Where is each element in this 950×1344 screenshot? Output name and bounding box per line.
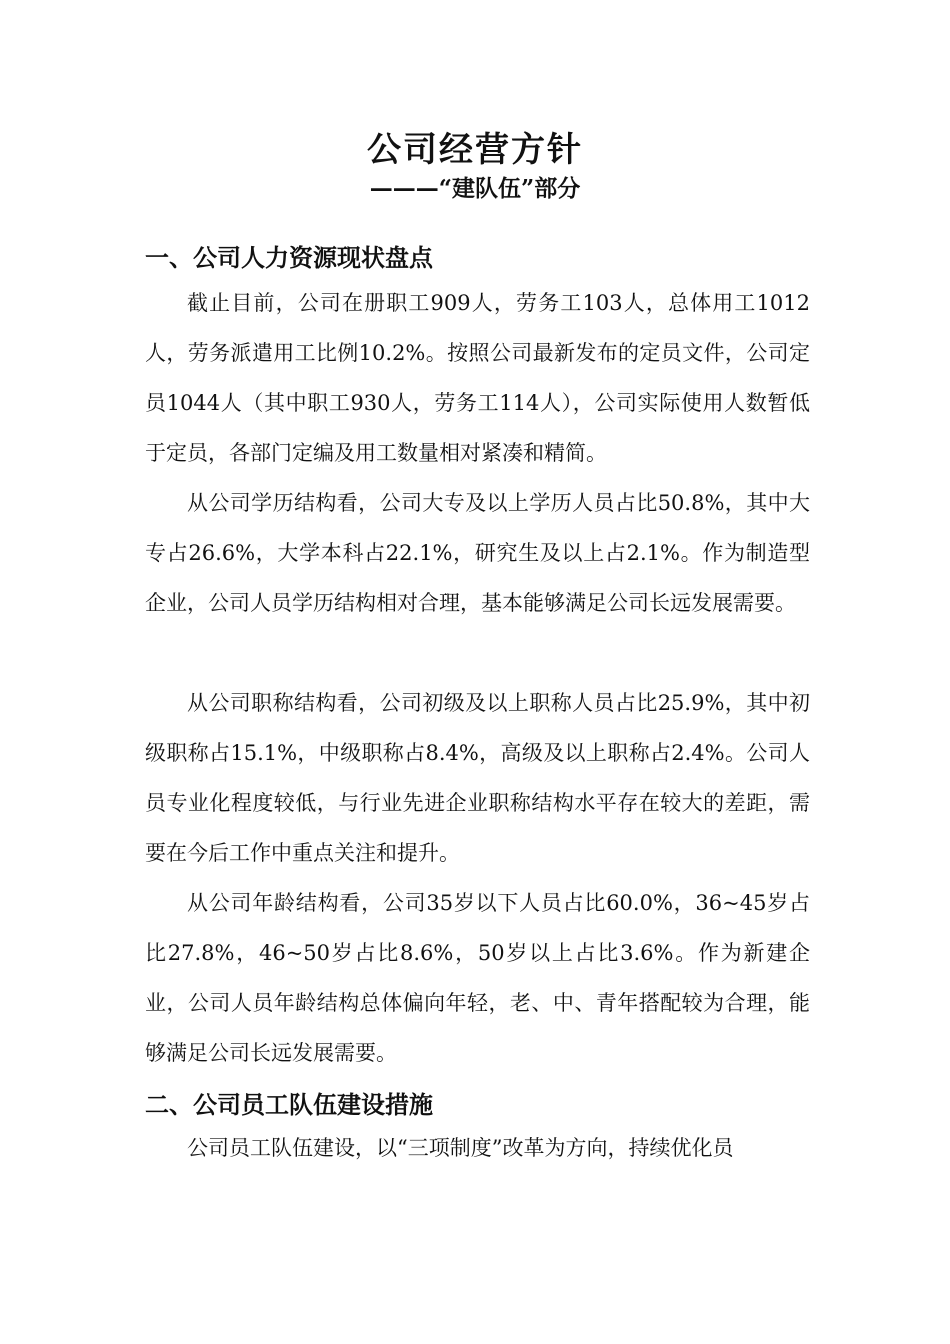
document-subtitle: ———“建队伍”部分 [369,175,581,202]
paragraph-titles: 从公司职称结构看，公司初级及以上职称人员占比25.9%，其中初级职称占15.1%，中级职称占8.4%，高级及以上职称占2.4%。公司人员专业化程度较低，与行业先进企业职称结构水平存在较大的差距，需要在今后工作中重点关注和提升。 [145,691,810,865]
paragraph-measures: 公司员工队伍建设，以“三项制度”改革为方向，持续优化员 [187,1136,734,1160]
document-title: 公司经营方针 [367,130,583,170]
paragraph-education: 从公司学历结构看，公司大专及以上学历人员占比50.8%，其中大专占26.6%，大学本科占22.1%，研究生及以上占2.1%。作为制造型企业，公司人员学历结构相对合理，基本能够满足公司长远发展需要。 [145,491,810,615]
paragraph-headcount: 截止目前，公司在册职工909人，劳务工103人，总体用工1012人，劳务派遣用工比例10.2%。按照公司最新发布的定员文件，公司定员1044人（其中职工930人，劳务工114人），公司实际使用人数暂低于定员，各部门定编及用工数量相对紧凑和精简。 [145,291,810,465]
paragraph-age: 从公司年龄结构看，公司35岁以下人员占比60.0%，36~45岁占比27.8%，46~50岁占比8.6%，50岁以上占比3.6%。作为新建企业，公司人员年龄结构总体偏向年轻，老、中、青年搭配较为合理，能够满足公司长远发展需要。 [145,891,810,1065]
section-heading-2: 二、公司员工队伍建设措施 [145,1090,433,1119]
section-heading-1: 一、公司人力资源现状盘点 [145,243,433,272]
